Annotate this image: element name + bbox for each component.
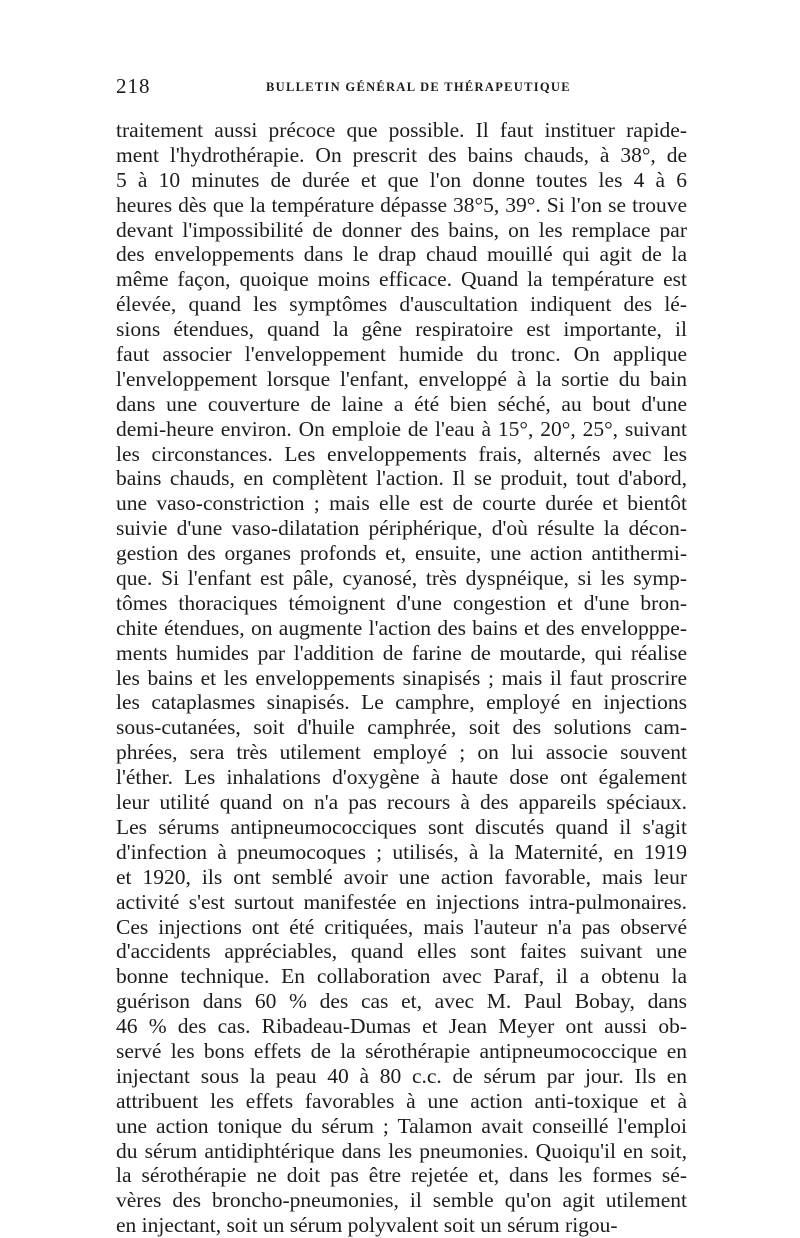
text-line: devant l'impossibilité de donner des bains, on les remplace par <box>116 217 687 242</box>
text-line: attribuent les effets favorables à une action anti-toxique et à <box>116 1088 687 1113</box>
text-line: guérison dans 60 % des cas et, avec M. Paul Bobay, dans <box>116 989 687 1014</box>
page-number: 218 <box>116 74 151 98</box>
text-line: ment l'hydrothérapie. On prescrit des bains chauds, à 38°, de <box>116 142 687 167</box>
text-line: tômes thoraciques témoignent d'une congestion et d'une bron- <box>116 590 687 615</box>
text-line: Les sérums antipneumococciques sont discutés quand il s'agit <box>116 814 687 839</box>
text-line: faut associer l'enveloppement humide du tronc. On applique <box>116 342 687 367</box>
text-line: une action tonique du sérum ; Talamon avait conseillé l'emploi <box>116 1113 687 1138</box>
text-line: leur utilité quand on n'a pas recours à des appareils spéciaux. <box>116 790 687 815</box>
text-line: bonne technique. En collaboration avec Paraf, il a obtenu la <box>116 964 687 989</box>
running-title: BULLETIN GÉNÉRAL DE THÉRAPEUTIQUE <box>266 80 571 94</box>
text-line: des enveloppements dans le drap chaud mouillé qui agit de la <box>116 242 687 267</box>
text-line: que. Si l'enfant est pâle, cyanosé, très dyspnéique, si les symp- <box>116 566 687 591</box>
text-line: Ces injections ont été critiquées, mais l'auteur n'a pas observé <box>116 914 687 939</box>
text-line: chite étendues, on augmente l'action des bains et des envelopppe- <box>116 615 687 640</box>
text-line: du sérum antidiphtérique dans les pneumonies. Quoiqu'il en soit, <box>116 1138 687 1163</box>
text-line: élevée, quand les symptômes d'auscultation indiquent des lé- <box>116 292 687 317</box>
text-line: les bains et les enveloppements sinapisés ; mais il faut proscrire <box>116 665 687 690</box>
body-text <box>116 118 687 1238</box>
text-line: bains chauds, en complètent l'action. Il se produit, tout d'abord, <box>116 466 687 491</box>
text-line: d'infection à pneumocoques ; utilisés, à la Maternité, en 1919 <box>116 839 687 864</box>
text-line: heures dès que la température dépasse 38°5, 39°. Si l'on se trouve <box>116 192 687 217</box>
text-line: activité s'est surtout manifestée en injections intra-pulmonaires. <box>116 889 687 914</box>
text-line: l'enveloppement lorsque l'enfant, enveloppé à la sortie du bain <box>116 366 687 391</box>
text-line: dans une couverture de laine a été bien séché, au bout d'une <box>116 391 687 416</box>
text-line: en injectant, soit un sérum polyvalent soit un sérum rigou- <box>116 1213 618 1238</box>
text-line: gestion des organes profonds et, ensuite, une action antithermi- <box>116 541 687 566</box>
text-line: traitement aussi précoce que possible. Il faut instituer rapide- <box>116 118 687 142</box>
text-line: les cataplasmes sinapisés. Le camphre, employé en injections <box>116 690 687 715</box>
page-header <box>116 74 684 100</box>
text-line: phrées, sera très utilement employé ; on lui associe souvent <box>116 740 687 765</box>
text-line: demi-heure environ. On emploie de l'eau à 15°, 20°, 25°, suivant <box>116 416 687 441</box>
text-line: les circonstances. Les enveloppements frais, alternés avec les <box>116 441 687 466</box>
text-line: et 1920, ils ont semblé avoir une action favorable, mais leur <box>116 864 687 889</box>
text-line: 46 % des cas. Ribadeau-Dumas et Jean Meyer ont aussi ob- <box>116 1014 687 1039</box>
text-line: l'éther. Les inhalations d'oxygène à haute dose ont également <box>116 765 687 790</box>
text-line: vères des broncho-pneumonies, il semble qu'on agit utilement <box>116 1188 687 1213</box>
text-line: d'accidents appréciables, quand elles sont faites suivant une <box>116 939 687 964</box>
text-line: sions étendues, quand la gêne respiratoire est importante, il <box>116 317 687 342</box>
text-line: servé les bons effets de la sérothérapie antipneumococcique en <box>116 1038 687 1063</box>
text-line: ments humides par l'addition de farine de moutarde, qui réalise <box>116 640 687 665</box>
text-line: 5 à 10 minutes de durée et que l'on donne toutes les 4 à 6 <box>116 167 687 192</box>
text-line: suivie d'une vaso-dilatation périphérique, d'où résulte la décon- <box>116 516 687 541</box>
text-line: sous-cutanées, soit d'huile camphrée, soit des solutions cam- <box>116 715 687 740</box>
text-line: une vaso-constriction ; mais elle est de courte durée et bientôt <box>116 491 687 516</box>
text-line: même façon, quoique moins efficace. Quand la température est <box>116 267 687 292</box>
text-line: la sérothérapie ne doit pas être rejetée et, dans les formes sé- <box>116 1163 687 1188</box>
text-line: injectant sous la peau 40 à 80 c.c. de sérum par jour. Ils en <box>116 1063 687 1088</box>
